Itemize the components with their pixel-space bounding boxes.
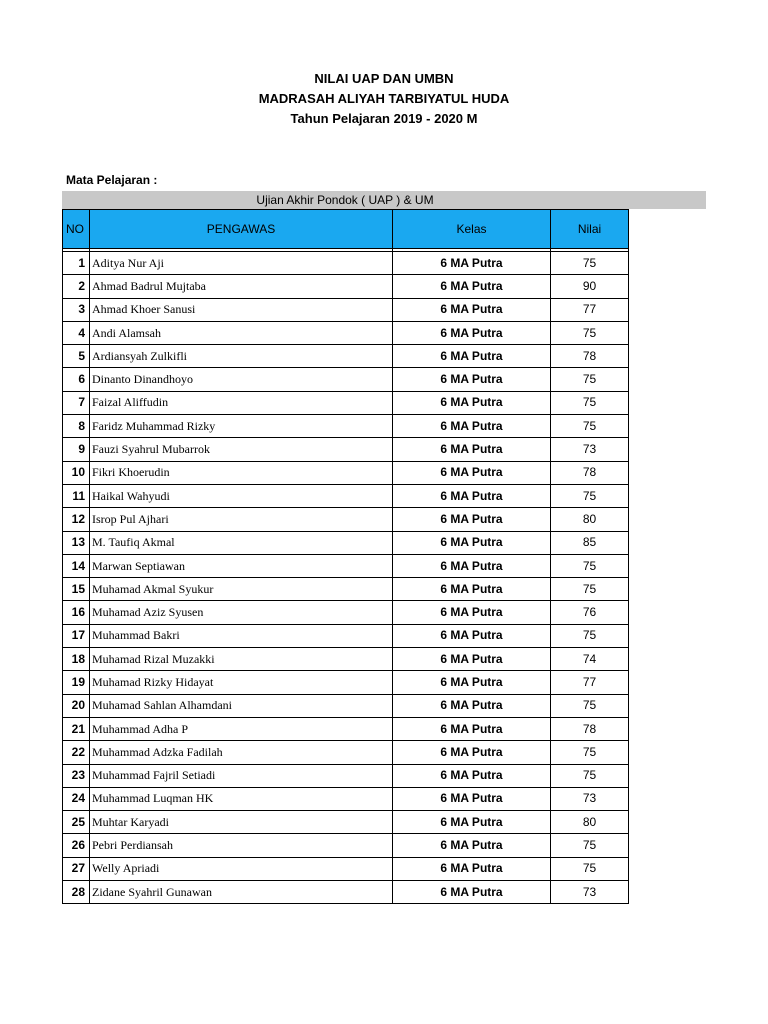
class-cell: 6 MA Putra	[393, 484, 551, 507]
class-cell: 6 MA Putra	[393, 601, 551, 624]
class-cell: 6 MA Putra	[393, 811, 551, 834]
student-name: Isrop Pul Ajhari	[90, 508, 393, 531]
row-number: 19	[63, 671, 90, 694]
score-cell: 75	[551, 252, 629, 275]
table-row	[63, 764, 629, 787]
table-row	[63, 252, 629, 275]
score-cell: 73	[551, 881, 629, 904]
row-number: 24	[63, 787, 90, 810]
student-name: Muhammad Adha P	[90, 717, 393, 740]
score-cell: 75	[551, 484, 629, 507]
title-line-1: NILAI UAP DAN UMBN	[314, 71, 454, 86]
student-name: Muhamad Akmal Syukur	[90, 578, 393, 601]
score-cell: 80	[551, 811, 629, 834]
score-cell: 76	[551, 601, 629, 624]
column-header-no: NO	[63, 210, 90, 249]
table-row	[63, 275, 629, 298]
row-number: 20	[63, 694, 90, 717]
row-number: 22	[63, 741, 90, 764]
title-line-3: Tahun Pelajaran 2019 - 2020 M	[290, 111, 478, 126]
class-cell: 6 MA Putra	[393, 694, 551, 717]
table-row	[63, 578, 629, 601]
class-cell: 6 MA Putra	[393, 345, 551, 368]
class-cell: 6 MA Putra	[393, 578, 551, 601]
student-name: Welly Apriadi	[90, 857, 393, 880]
table-row	[63, 531, 629, 554]
column-header-pengawas: PENGAWAS	[90, 210, 393, 249]
row-number: 13	[63, 531, 90, 554]
student-name: Aditya Nur Aji	[90, 252, 393, 275]
class-cell: 6 MA Putra	[393, 321, 551, 344]
score-cell: 75	[551, 321, 629, 344]
column-header-nilai: Nilai	[551, 210, 629, 249]
row-number: 26	[63, 834, 90, 857]
table-row	[63, 554, 629, 577]
student-name: Fikri Khoerudin	[90, 461, 393, 484]
class-cell: 6 MA Putra	[393, 554, 551, 577]
score-cell: 85	[551, 531, 629, 554]
student-name: Zidane Syahril Gunawan	[90, 881, 393, 904]
table-row	[63, 717, 629, 740]
score-cell: 75	[551, 368, 629, 391]
column-header-kelas: Kelas	[393, 210, 551, 249]
student-name: Faridz Muhammad Rizky	[90, 415, 393, 438]
table-row	[63, 624, 629, 647]
student-name: Ahmad Khoer Sanusi	[90, 298, 393, 321]
student-name: Muhamad Sahlan Alhamdani	[90, 694, 393, 717]
table-row	[63, 671, 629, 694]
score-cell: 78	[551, 461, 629, 484]
score-cell: 78	[551, 717, 629, 740]
row-number: 12	[63, 508, 90, 531]
student-name: M. Taufiq Akmal	[90, 531, 393, 554]
class-cell: 6 MA Putra	[393, 461, 551, 484]
score-cell: 75	[551, 834, 629, 857]
row-number: 5	[63, 345, 90, 368]
score-cell: 73	[551, 787, 629, 810]
class-cell: 6 MA Putra	[393, 531, 551, 554]
student-name: Muhamad Aziz Syusen	[90, 601, 393, 624]
student-name: Andi Alamsah	[90, 321, 393, 344]
score-cell: 77	[551, 298, 629, 321]
class-cell: 6 MA Putra	[393, 252, 551, 275]
table-row	[63, 857, 629, 880]
class-cell: 6 MA Putra	[393, 857, 551, 880]
row-number: 6	[63, 368, 90, 391]
row-number: 21	[63, 717, 90, 740]
table-row	[63, 391, 629, 414]
score-cell: 75	[551, 764, 629, 787]
student-name: Ardiansyah Zulkifli	[90, 345, 393, 368]
table-row	[63, 438, 629, 461]
table-row	[63, 508, 629, 531]
row-number: 2	[63, 275, 90, 298]
table-row	[63, 298, 629, 321]
student-name: Ahmad Badrul Mujtaba	[90, 275, 393, 298]
score-cell: 75	[551, 415, 629, 438]
row-number: 4	[63, 321, 90, 344]
row-number: 17	[63, 624, 90, 647]
student-name: Dinanto Dinandhoyo	[90, 368, 393, 391]
student-name: Haikal Wahyudi	[90, 484, 393, 507]
row-number: 3	[63, 298, 90, 321]
exam-banner	[62, 191, 706, 209]
row-number: 8	[63, 415, 90, 438]
class-cell: 6 MA Putra	[393, 648, 551, 671]
document-title	[0, 69, 768, 129]
table-row	[63, 694, 629, 717]
score-cell: 75	[551, 578, 629, 601]
class-cell: 6 MA Putra	[393, 741, 551, 764]
exam-banner-text: Ujian Akhir Pondok ( UAP ) & UM	[256, 193, 434, 207]
class-cell: 6 MA Putra	[393, 298, 551, 321]
table-row	[63, 601, 629, 624]
class-cell: 6 MA Putra	[393, 671, 551, 694]
table-row	[63, 787, 629, 810]
row-number: 10	[63, 461, 90, 484]
score-cell: 75	[551, 694, 629, 717]
score-cell: 80	[551, 508, 629, 531]
class-cell: 6 MA Putra	[393, 834, 551, 857]
class-cell: 6 MA Putra	[393, 438, 551, 461]
class-cell: 6 MA Putra	[393, 624, 551, 647]
score-cell: 75	[551, 857, 629, 880]
score-cell: 74	[551, 648, 629, 671]
row-number: 9	[63, 438, 90, 461]
table-header-row	[63, 210, 629, 249]
student-name: Muhamad Rizal Muzakki	[90, 648, 393, 671]
table-row	[63, 461, 629, 484]
row-number: 23	[63, 764, 90, 787]
class-cell: 6 MA Putra	[393, 368, 551, 391]
class-cell: 6 MA Putra	[393, 275, 551, 298]
student-name: Muhammad Bakri	[90, 624, 393, 647]
score-cell: 75	[551, 391, 629, 414]
table-row	[63, 484, 629, 507]
table-row	[63, 321, 629, 344]
score-cell: 78	[551, 345, 629, 368]
score-cell: 77	[551, 671, 629, 694]
score-cell: 75	[551, 624, 629, 647]
row-number: 14	[63, 554, 90, 577]
table-row	[63, 368, 629, 391]
table-row	[63, 741, 629, 764]
score-cell: 75	[551, 554, 629, 577]
student-name: Marwan Septiawan	[90, 554, 393, 577]
score-cell: 75	[551, 741, 629, 764]
row-number: 7	[63, 391, 90, 414]
table-row	[63, 834, 629, 857]
class-cell: 6 MA Putra	[393, 717, 551, 740]
class-cell: 6 MA Putra	[393, 508, 551, 531]
student-name: Muhammad Adzka Fadilah	[90, 741, 393, 764]
class-cell: 6 MA Putra	[393, 881, 551, 904]
table-row	[63, 415, 629, 438]
student-name: Pebri Perdiansah	[90, 834, 393, 857]
student-name: Fauzi Syahrul Mubarrok	[90, 438, 393, 461]
score-table	[62, 209, 629, 904]
table-row	[63, 811, 629, 834]
student-name: Muhamad Rizky Hidayat	[90, 671, 393, 694]
row-number: 11	[63, 484, 90, 507]
table-row	[63, 881, 629, 904]
row-number: 28	[63, 881, 90, 904]
row-number: 18	[63, 648, 90, 671]
class-cell: 6 MA Putra	[393, 787, 551, 810]
student-name: Muhtar Karyadi	[90, 811, 393, 834]
table-row	[63, 648, 629, 671]
student-name: Faizal Aliffudin	[90, 391, 393, 414]
student-name: Muhammad Luqman HK	[90, 787, 393, 810]
score-cell: 73	[551, 438, 629, 461]
class-cell: 6 MA Putra	[393, 764, 551, 787]
row-number: 16	[63, 601, 90, 624]
score-cell: 90	[551, 275, 629, 298]
student-name: Muhammad Fajril Setiadi	[90, 764, 393, 787]
class-cell: 6 MA Putra	[393, 415, 551, 438]
row-number: 25	[63, 811, 90, 834]
mata-pelajaran-label: Mata Pelajaran :	[66, 173, 158, 187]
table-row	[63, 345, 629, 368]
row-number: 27	[63, 857, 90, 880]
title-line-2: MADRASAH ALIYAH TARBIYATUL HUDA	[258, 91, 510, 106]
row-number: 15	[63, 578, 90, 601]
class-cell: 6 MA Putra	[393, 391, 551, 414]
row-number: 1	[63, 252, 90, 275]
